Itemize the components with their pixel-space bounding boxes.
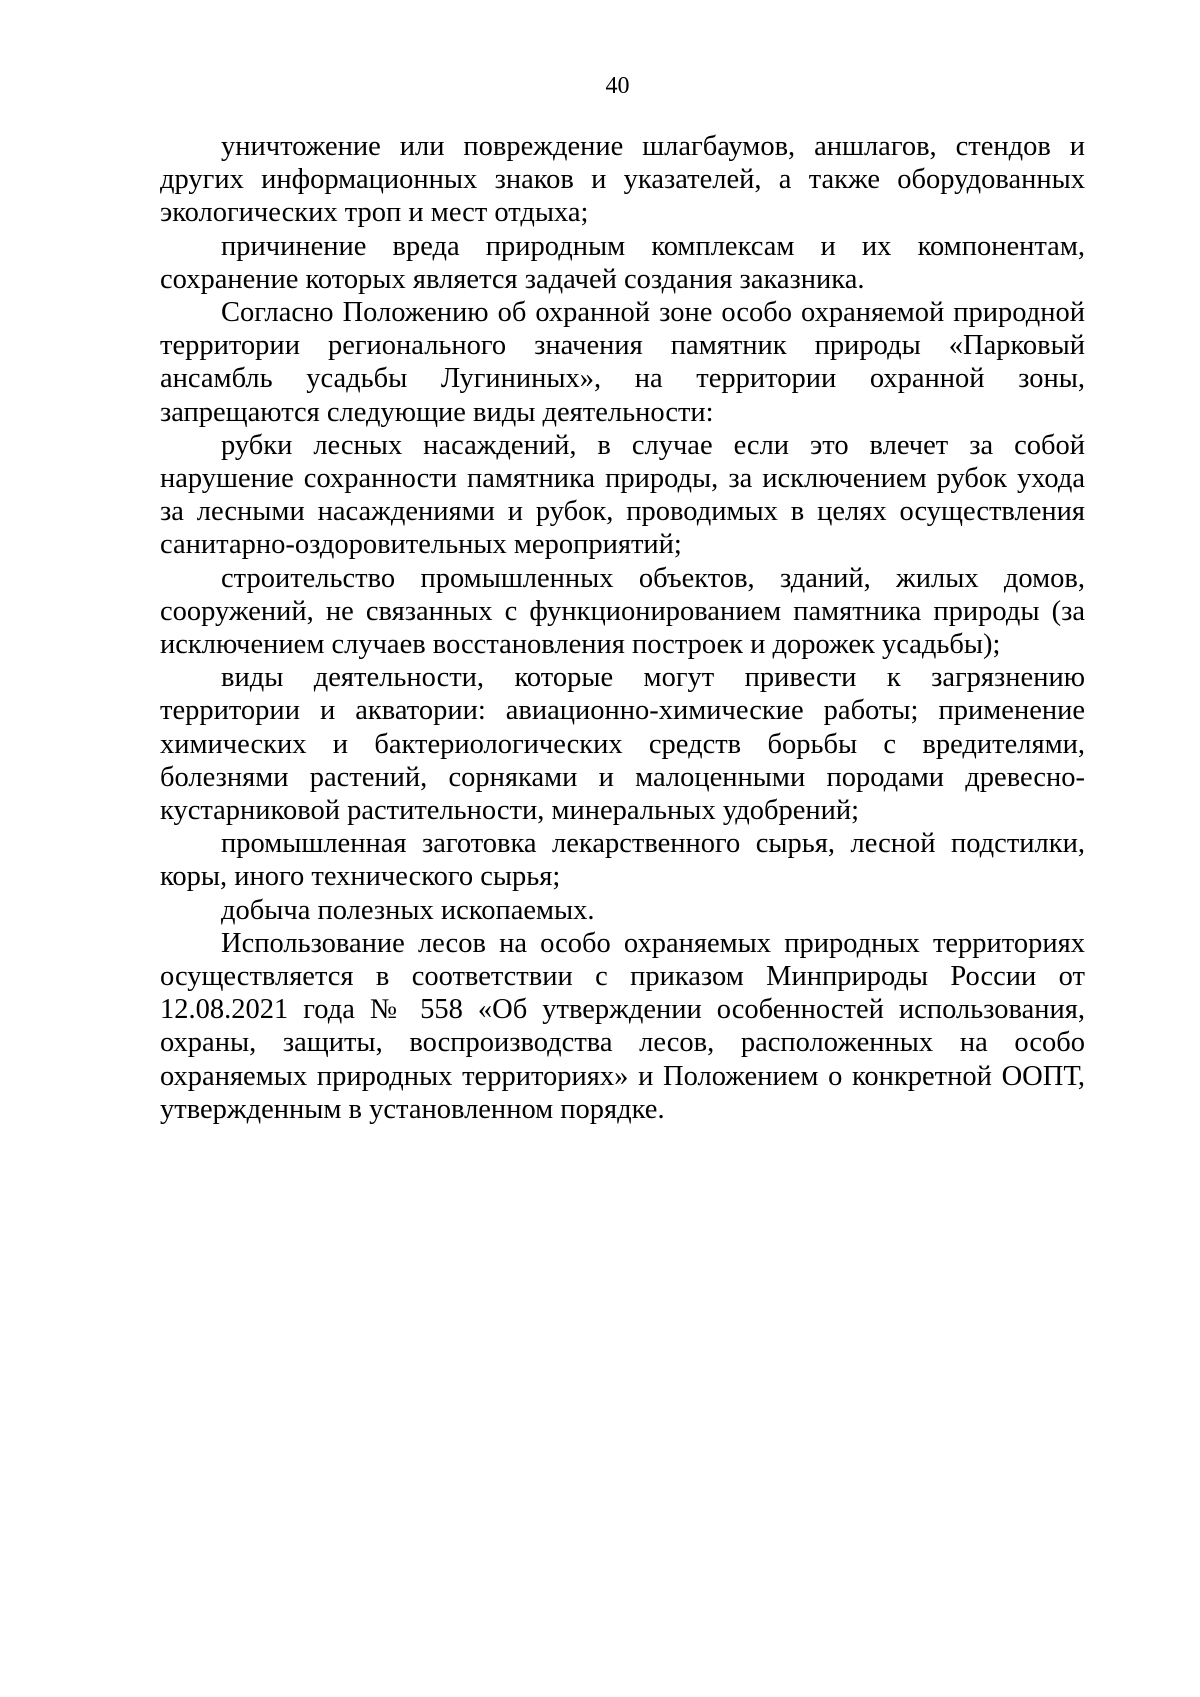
paragraph-8: добыча полезных ископаемых.: [221, 894, 595, 926]
paragraph-5: строительство промышленных объектов, зданий, жилых домов, сооружений, не связанных с функционированием памятника природы (за исключением случаев восстановления построек и дорожек усадьбы);: [160, 562, 1085, 661]
paragraph-2: причинение вреда природным комплексам и их компонентам, сохранение которых является задачей создания заказника.: [160, 230, 1085, 295]
document-body: [160, 130, 1085, 1126]
paragraph-9: Использование лесов на особо охраняемых природных территориях осуществляется в соответствии с приказом Минприроды России от 12.08.2021 года № 558 «Об утверждении особенностей использования, охраны, защиты, воспроизводства лесов, расположенных на особо охраняемых природных территориях» и Положением о конкретной ООПТ, утвержденным в установленном порядке.: [160, 927, 1085, 1125]
paragraph-1: уничтожение или повреждение шлагбаумов, аншлагов, стендов и других информационных знаков и указателей, а также оборудованных экологических троп и мест отдыха;: [160, 131, 1085, 229]
paragraph-6: виды деятельности, которые могут привести к загрязнению территории и акватории: авиационно-химические работы; применение химических и бактериологических средств борьбы с вредителями, болезнями растений, сорняками и малоценными породами древесно-кустарниковой растительности, минеральных удобрений;: [160, 662, 1085, 827]
page-number: 40: [605, 73, 630, 99]
paragraph-7: промышленная заготовка лекарственного сырья, лесной подстилки, коры, иного технического сырья;: [160, 828, 1085, 893]
paragraph-4: рубки лесных насаждений, в случае если это влечет за собой нарушение сохранности памятника природы, за исключением рубок ухода за лесными насаждениями и рубок, проводимых в целях осуществления санитарно-оздоровительных мероприятий;: [160, 429, 1085, 561]
paragraph-3: Согласно Положению об охранной зоне особо охраняемой природной территории регионального значения памятник природы «Парковый ансамбль усадьбы Лугининых», на территории охранной зоны, запрещаются следующие виды деятельности:: [160, 297, 1085, 428]
